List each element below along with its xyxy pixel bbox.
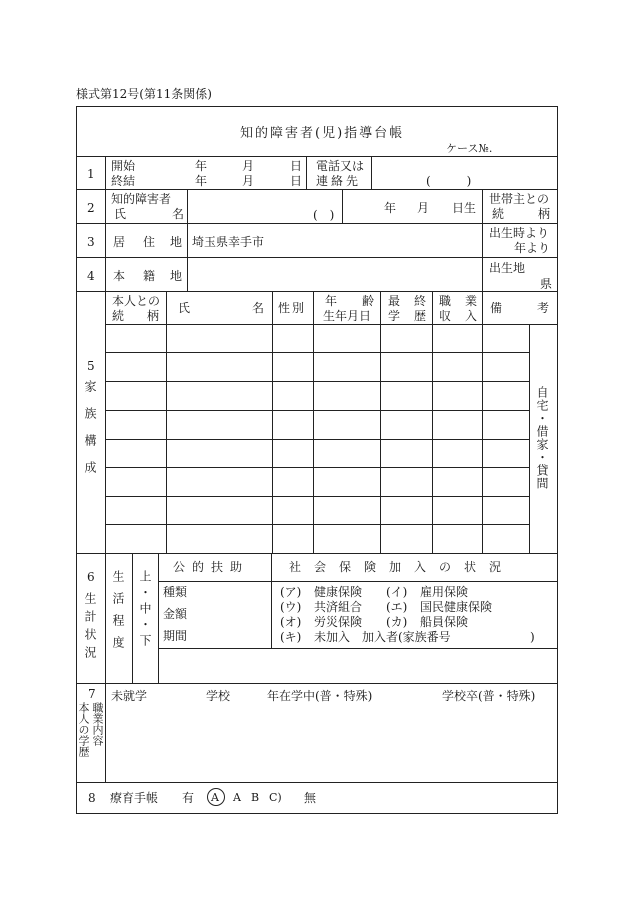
enrolled-label: 年在学中(普・特殊) [267, 689, 373, 703]
ins-name: 共済組合 [314, 600, 363, 614]
livelihood-label: 生計状況 [83, 592, 97, 664]
case-number: ケース№. [446, 142, 493, 155]
col-age-a: 年 [325, 294, 338, 308]
ins-name: 雇用保険 [420, 585, 469, 599]
name-paren: ( ) [313, 208, 335, 222]
phone-paren: ( ) [426, 174, 472, 188]
since-birth-label: 出生時より [489, 226, 550, 240]
col-edu-d: 歴 [414, 309, 427, 323]
day-label: 日 [290, 174, 303, 188]
row-number: 3 [87, 235, 95, 249]
level-options: 上・中・下 [138, 570, 152, 650]
row-number: 8 [88, 791, 96, 805]
col-job-c: 収 [439, 309, 452, 323]
row-number: 4 [87, 269, 95, 283]
grade-c: C) [269, 791, 282, 804]
ins-code: (カ) [386, 615, 408, 629]
graduated-label: 学校卒(普・特殊) [442, 689, 536, 703]
month-label: 月 [242, 159, 255, 173]
name-label-b: 名 [172, 207, 185, 221]
row-number: 6 [87, 570, 95, 584]
family-label: 家族構成 [83, 380, 97, 488]
form-title: 知的障害者(児)指導台帳 [240, 126, 405, 141]
col-relation-a: 続 [112, 309, 125, 323]
birthplace-label: 出生地 [489, 261, 526, 275]
ins-name: 国民健康保険 [420, 600, 493, 614]
name-label-a: 氏 [114, 207, 127, 221]
living-level-label: 生活程度 [111, 570, 125, 658]
ins-code: (オ) [280, 615, 302, 629]
ins-dependent-paren: ) [470, 630, 535, 644]
row-number: 7 [88, 687, 96, 701]
year-label: 年 [384, 201, 397, 215]
day-label: 日 [290, 159, 303, 173]
ins-name: 未加入 [314, 630, 351, 644]
housing-label: 自宅・借家・貸間 [535, 386, 549, 490]
col-relation: 本人との [112, 294, 161, 308]
col-note-b: 考 [537, 301, 550, 315]
ins-code: (エ) [386, 600, 408, 614]
col-edu-b: 終 [414, 294, 427, 308]
ins-code: (キ) [280, 630, 302, 644]
form-number: 様式第12号(第11条関係) [76, 87, 212, 101]
address-label-b: 住 [143, 235, 156, 249]
address-label-c: 地 [170, 235, 183, 249]
col-job-b: 業 [465, 294, 478, 308]
col-birthdate: 生年月日 [323, 309, 372, 323]
aid-type: 種類 [163, 585, 188, 599]
circled-grade-letter: A [211, 791, 219, 804]
year-label: 年 [195, 159, 208, 173]
ins-code: (ア) [280, 585, 302, 599]
grade-b: B [251, 791, 260, 804]
col-job-d: 入 [465, 309, 478, 323]
aid-amount: 金額 [163, 607, 188, 621]
contact-label: 連絡先 [316, 174, 362, 188]
col-relation-b: 柄 [147, 309, 160, 323]
none-label: 無 [304, 791, 317, 805]
address-label-a: 居 [113, 235, 126, 249]
school-label: 学校 [206, 689, 231, 703]
col-edu-c: 学 [388, 309, 401, 323]
grade-a: A [233, 791, 241, 804]
birth-label: 日生 [452, 201, 477, 215]
education-label: 本人の学歴 [77, 702, 90, 757]
person-label: 知的障害者 [111, 192, 172, 206]
end-label: 終結 [111, 174, 136, 188]
social-insurance-header: 社会保険加入の状況 [289, 560, 515, 574]
col-name-b: 名 [252, 301, 265, 315]
ins-name: 船員保険 [420, 615, 469, 629]
col-age-b: 齢 [362, 294, 375, 308]
start-label: 開始 [111, 159, 136, 173]
col-job-a: 職 [439, 294, 452, 308]
relation-label-b: 柄 [538, 207, 551, 221]
ins-code: (ウ) [280, 600, 302, 614]
row-number: 2 [87, 201, 95, 215]
prefecture-label: 県 [540, 277, 553, 291]
since-year-label: 年より [514, 241, 551, 255]
row-number: 1 [87, 167, 95, 181]
ins-name: 健康保険 [314, 585, 363, 599]
month-label: 月 [242, 174, 255, 188]
year-label: 年 [195, 174, 208, 188]
handbook-label: 療育手帳 [110, 791, 159, 805]
col-name-a: 氏 [178, 301, 191, 315]
row-number: 5 [87, 359, 95, 373]
phone-label: 電話又は [316, 159, 365, 173]
aid-period: 期間 [163, 629, 188, 643]
col-edu-a: 最 [388, 294, 401, 308]
ins-dependent: 加入者(家族番号 [362, 630, 451, 644]
public-aid-header: 公的扶助 [173, 560, 250, 574]
ins-code: (イ) [386, 585, 408, 599]
col-sex: 性別 [278, 301, 307, 315]
relation-label: 世帯主との [489, 192, 550, 206]
relation-label-a: 続 [492, 207, 505, 221]
preschool-label: 未就学 [111, 689, 148, 703]
domicile-label-b: 籍 [143, 269, 156, 283]
address-value: 埼玉県幸手市 [192, 235, 265, 249]
career-label: 職業内容 [91, 702, 104, 746]
has-label: 有 [182, 791, 195, 805]
col-note-a: 備 [490, 301, 503, 315]
domicile-label-a: 本 [113, 269, 126, 283]
domicile-label-c: 地 [170, 269, 183, 283]
ins-name: 労災保険 [314, 615, 363, 629]
month-label: 月 [417, 201, 430, 215]
